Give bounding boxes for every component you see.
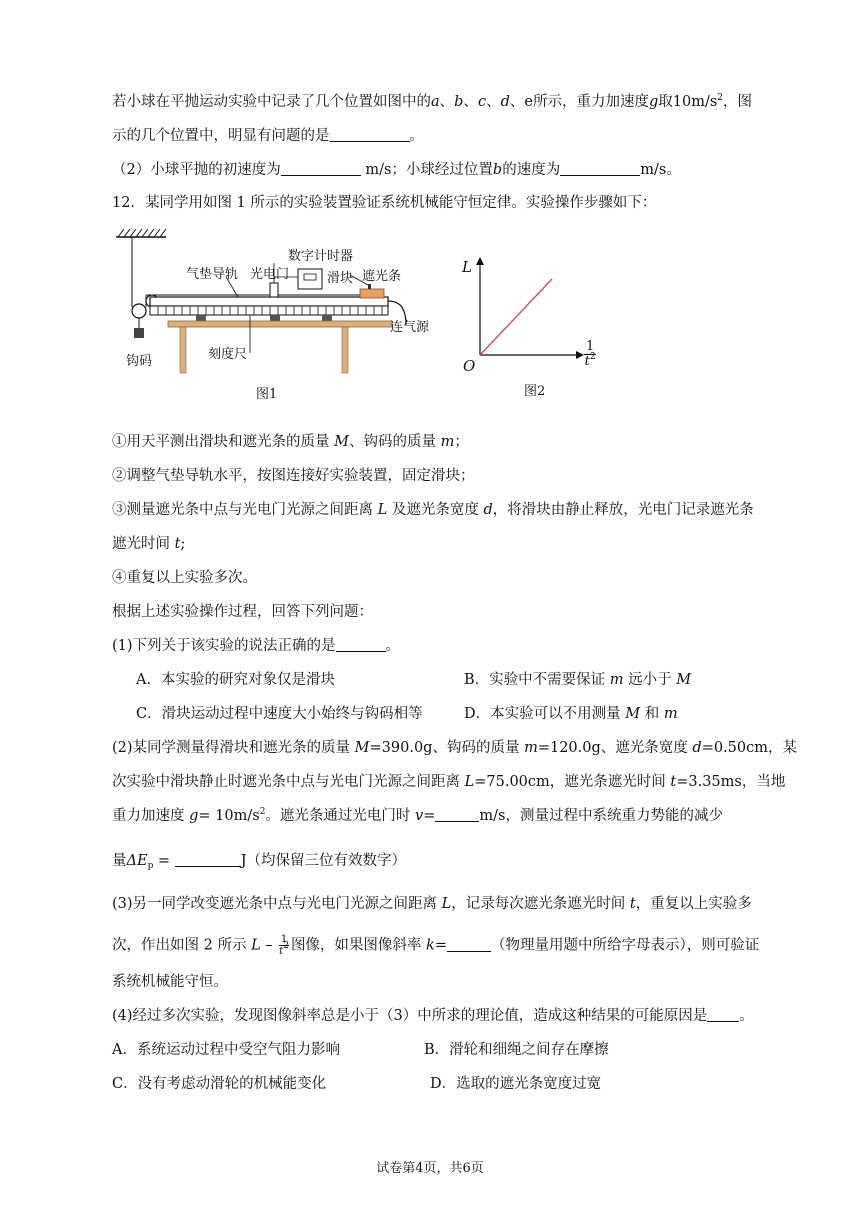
answer-blank[interactable] [330, 127, 410, 142]
slider-block [360, 289, 384, 298]
part-1-option-c[interactable]: C．滑块运动过程中速度大小始终与钩码相等 [136, 706, 423, 722]
label-slider: 滑块 [327, 271, 354, 286]
figure-2-caption: 图2 [524, 384, 546, 399]
label-hook-weight: 钩码 [126, 354, 153, 369]
table-leg [342, 327, 348, 373]
part-2-line-1: (2)某同学测量得滑块和遮光条的质量 M=390.0g、钩码的质量 m=120.0g、遮光条宽度 d=0.50cm，某 [112, 740, 797, 756]
step-3-line-2: 遮光时间 t; [112, 536, 186, 552]
part-2-line-2: 次实验中滑块静止时遮光条中点与光电门光源之间距离 L=75.00cm，遮光条遮光时间 t=3.35ms，当地 [112, 774, 786, 790]
graph-x-label: 1 $t^2$ [584, 339, 596, 369]
step-4: ④重复以上实验多次。 [112, 570, 257, 586]
ceiling-hatch [118, 229, 166, 237]
graph-y-label: L [462, 258, 472, 276]
label-photogate: 光电门 [250, 267, 290, 282]
y-axis-arrow [476, 257, 484, 265]
part-3-line-2: 次，作出如图 2 所示 L – $\frac{1}{t^2}$ 图像，如果图像斜率 k= （物理量用题中所给字母表示），则可验证 [112, 934, 760, 957]
part-3-line-3: 系统机械能守恒。 [112, 974, 228, 990]
answer-blank[interactable] [560, 161, 640, 176]
apparatus-figure [110, 225, 450, 375]
label-air-track: 气垫导轨 [186, 267, 239, 282]
step-1: ①用天平测出滑块和遮光条的质量 M、钩码的质量 m； [112, 434, 469, 450]
part-4-question: (4)经过多次实验，发现图像斜率总是小于（3）中所求的理论值，造成这种结果的可能原因是 。 [112, 1008, 754, 1024]
rail-support [322, 315, 332, 321]
rail-support [196, 315, 206, 321]
hook-weight [134, 328, 144, 338]
part-4-option-d[interactable]: D．选取的遮光条宽度过宽 [430, 1076, 602, 1092]
step-3-line-1: ③测量遮光条中点与光电门光源之间距离 L 及遮光条宽度 d，将滑块由静止释放，光电门记录遮光条 [112, 502, 754, 518]
part-2-line-3: 重力加速度 $g= 10m/s^2$。遮光条通过光电门时 v= m/s，测量过程中系统重力势能的减少 [112, 807, 723, 824]
rail-support [270, 315, 280, 321]
part-4-option-c[interactable]: C．没有考虑动滑轮的机械能变化 [112, 1076, 327, 1092]
answer-blank[interactable] [175, 852, 241, 867]
table-top [168, 321, 392, 327]
figure-1-caption: 图1 [256, 387, 278, 402]
x-axis-arrow [576, 351, 584, 359]
proportional-line [480, 279, 552, 355]
answer-intro: 根据上述实验操作过程，回答下列问题： [112, 604, 373, 620]
movable-pulley [132, 304, 146, 318]
graph-figure [470, 255, 590, 360]
label-digital-timer: 数字计时器 [288, 249, 354, 264]
question-11-part-2: （2）小球平抛的初速度为 m/s；小球经过位置b的速度为 m/s。 [112, 162, 681, 178]
table-leg [180, 327, 186, 373]
label-ruler: 刻度尺 [208, 347, 248, 362]
part-1-option-d[interactable]: D．本实验可以不用测量 M 和 m [464, 706, 678, 722]
part-4-option-b[interactable]: B．滑轮和细绳之间存在摩擦 [424, 1042, 609, 1058]
question-12-stem: 12．某同学用如图 1 所示的实验装置验证系统机械能守恒定律。实验操作步骤如下： [112, 195, 657, 211]
label-light-strip: 遮光条 [362, 269, 402, 284]
photogate [270, 283, 278, 297]
light-strip [368, 284, 371, 289]
answer-blank[interactable] [707, 1007, 739, 1022]
part-4-option-a[interactable]: A．系统运动过程中受空气阻力影响 [112, 1042, 340, 1058]
step-2: ②调整气垫导轨水平，按图连接好实验装置，固定滑块； [112, 468, 475, 484]
answer-blank[interactable] [435, 807, 479, 822]
part-1-question: (1)下列关于该实验的说法正确的是 。 [112, 638, 401, 654]
graph-origin: O [463, 357, 476, 375]
part-2-line-4: 量$\Delta E_p = J$（均保留三位有效数字） [112, 853, 407, 871]
part-3-line-1: (3)另一同学改变遮光条中点与光电门光源之间距离 L，记录每次遮光条遮光时间 t，重复以上实验多 [112, 896, 752, 912]
question-11-line-2: 示的几个位置中，明显有问题的是 。 [112, 128, 424, 144]
page-footer: 试卷第4页，共6页 [376, 1161, 484, 1176]
answer-blank[interactable] [447, 937, 491, 952]
label-air-source: 连气源 [390, 320, 430, 335]
question-11-line-1: 若小球在平抛运动实验中记录了几个位置如图中的a、b、c、d、e所示，重力加速度g取$10m/s^2$，图 [112, 93, 753, 110]
digital-timer [298, 269, 322, 289]
part-1-option-b[interactable]: B．实验中不需要保证 m 远小于 M [464, 672, 692, 688]
fraction-one-over-t-squared: $\frac{1}{t^2}$ [279, 934, 289, 957]
answer-blank[interactable] [281, 161, 361, 176]
answer-blank[interactable] [336, 637, 386, 652]
scale-ruler [150, 306, 388, 315]
part-1-option-a[interactable]: A．本实验的研究对象仅是滑块 [136, 672, 335, 688]
air-track [150, 297, 388, 306]
